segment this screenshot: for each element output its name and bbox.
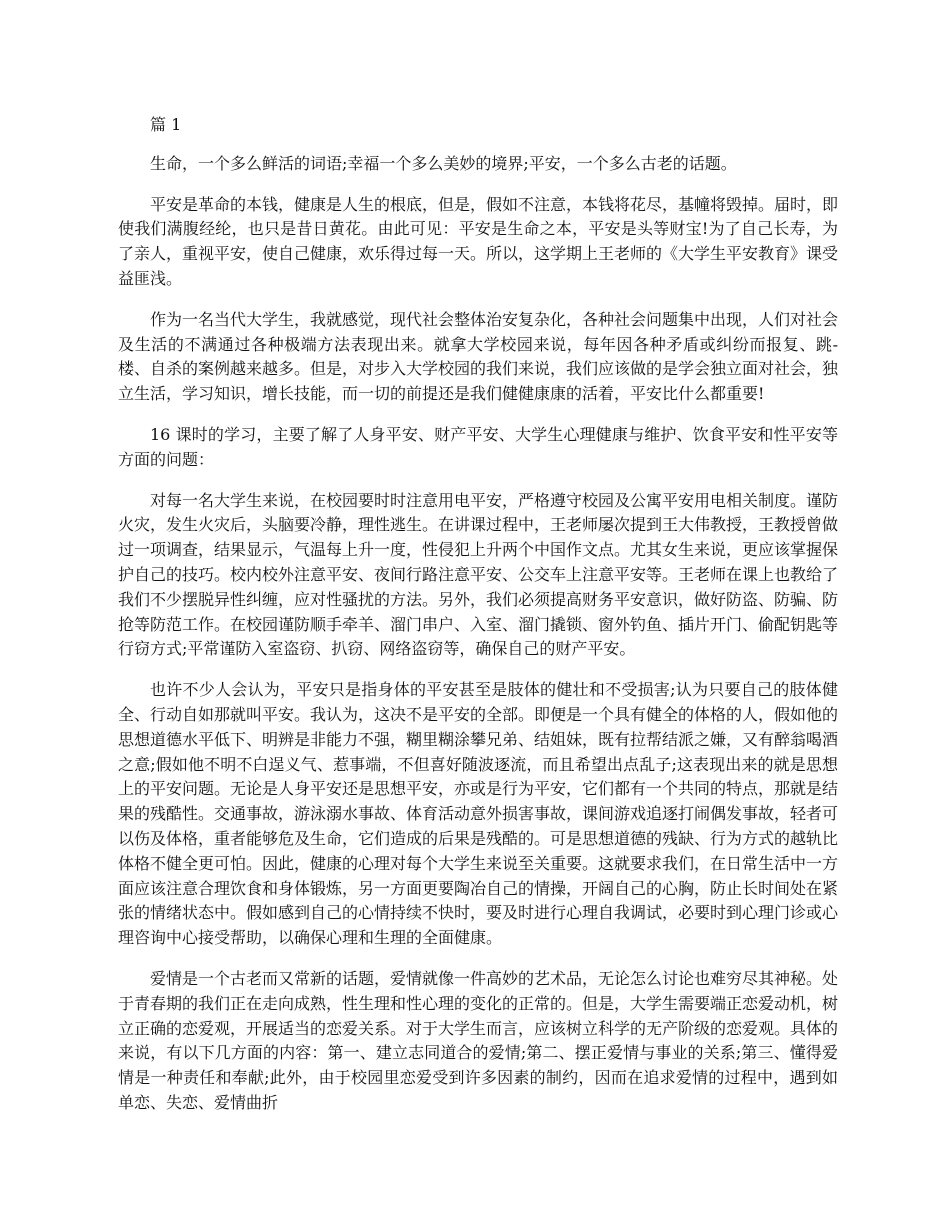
document-body [118, 113, 838, 1132]
paragraph-6: 也许不少人会认为，平安只是指身体的平安甚至是肢体的健壮和不受损害;认为只要自己的肢体健全、行动自如那就叫平安。我认为，这决不是平安的全部。即便是一个具有健全的体格的人，假如他的思想道德水平低下、明辨是非能力不强，糊里糊涂攀兄弟、结姐妹，既有拉帮结派之嫌，又有醉翁喝酒之意;假如他不明不白逞义气、惹事端，不但喜好随波逐流，而且希望出点乱子;这表现出来的就是思想上的平安问题。无论是人身平安还是思想平安，亦或是行为平安，它们都有一个共同的特点，那就是结果的残酷性。交通事故，游泳溺水事故、体育活动意外损害事故，课间游戏追逐打闹偶发事故，轻者可以伤及体格，重者能够危及生命，它们造成的后果是残酷的。可是思想道德的残缺、行为方式的越轨比体格不健全更可怕。因此，健康的心理对每个大学生来说至关重要。这就要求我们，在日常生活中一方面应该注意合理饮食和身体锻炼，另一方面更要陶冶自己的情操，开阔自己的心胸，防止长时间处在紧张的情绪状态中。假如感到自己的心情持续不快时，要及时进行心理自我调试，必要时到心理门诊或心理咨询中心接受帮助，以确保心理和生理的全面健康。 [118, 680, 839, 948]
paragraph-5: 对每一名大学生来说，在校园要时时注意用电平安，严格遵守校园及公寓平安用电相关制度。谨防火灾，发生火灾后，头脑要冷静，理性逃生。在讲课过程中，王老师屡次提到王大伟教授，王教授曾做过一项调查，结果显示，气温每上升一度，性侵犯上升两个中国作文点。尤其女生来说，更应该掌握保护自己的技巧。校内校外注意平安、夜间行路注意平安、公交车上注意平安等。王老师在课上也教给了我们不少摆脱异性纠缠，应对性骚扰的方法。另外，我们必须提高财务平安意识，做好防盗、防骗、防抢等防范工作。在校园谨防顺手牵羊、溜门串户、入室、溜门撬锁、窗外钓鱼、插片开门、偷配钥匙等行窃方式;平常谨防入室盗窃、扒窃、网络盗窃等，确保自己的财产平安。 [118, 490, 839, 659]
paragraph-2: 平安是革命的本钱，健康是人生的根底，但是，假如不注意，本钱将花尽，基幢将毁掉。届时，即使我们满腹经纶，也只是昔日黄花。由此可见：平安是生命之本，平安是头等财宝!为了自己长寿，为了亲人，重视平安，使自己健康，欢乐得过每一天。所以，这学期上王老师的《大学生平安教育》课受益匪浅。 [118, 194, 839, 288]
paragraph-4: 16 课时的学习，主要了解了人身平安、财产平安、大学生心理健康与维护、饮食平安和性平安等方面的问题： [118, 424, 838, 469]
paragraph-1: 生命，一个多么鲜活的词语;幸福一个多么美妙的境界;平安，一个多么古老的话题。 [150, 153, 737, 173]
section-heading: 篇 1 [150, 115, 182, 134]
paragraph-7: 爱情是一个古老而又常新的话题，爱情就像一件高妙的艺术品，无论怎么讨论也难穷尽其神秘。处于青春期的我们正在走向成熟，性生理和性心理的变化的正常的。但是，大学生需要端正恋爱动机，树立正确的恋爱观，开展适当的恋爱关系。对于大学生而言，应该树立科学的无产阶级的恋爱观。具体的来说，有以下几方面的内容：第一、建立志同道合的爱情;第二、摆正爱情与事业的关系;第三、懂得爱情是一种责任和奉献;此外，由于校园里恋爱受到许多因素的制约，因而在追求爱情的过程中，遇到如单恋、失恋、爱情曲折 [118, 968, 839, 1112]
paragraph-3: 作为一名当代大学生，我就感觉，现代社会整体治安复杂化，各种社会问题集中出现，人们对社会及生活的不满通过各种极端方法表现出来。就拿大学校园来说，每年因各种矛盾或纠纷而报复、跳-楼、自杀的案例越来越多。但是，对步入大学校园的我们来说，我们应该做的是学会独立面对社会，独立生活，学习知识，增长技能，而一切的前提还是我们健健康康的活着，平安比什么都重要! [118, 309, 839, 404]
